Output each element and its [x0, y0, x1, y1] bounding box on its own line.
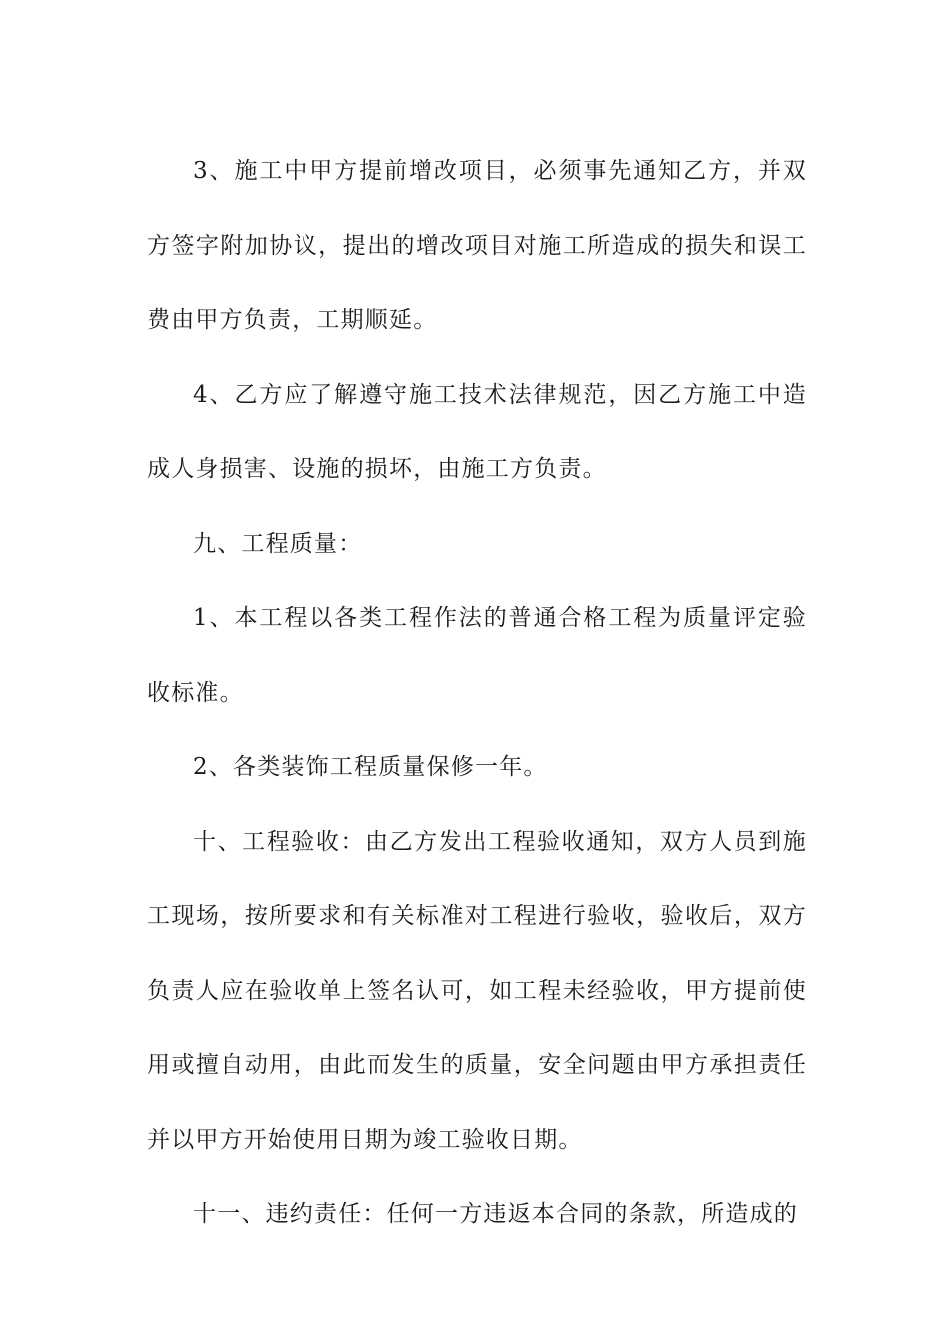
- section-heading-quality: 九、工程质量：: [193, 530, 363, 557]
- paragraph-clause-8-3: 3、施工中甲方提前增改项目，必须事先通知乙方，并双方签字附加协议，提出的增改项目对施工所造成的损失和误工费由甲方负责，工期顺延。: [147, 158, 807, 333]
- paragraph-clause-11-liability: 十一、违约责任：任何一方违返本合同的条款，所造成的: [193, 1201, 798, 1227]
- paragraph-clause-9-2: 2、各类装饰工程质量保修一年。: [193, 754, 548, 780]
- paragraph-clause-8-4: 4、乙方应了解遵守施工技术法律规范，因乙方施工中造成人身损害、设施的损坏，由施工方负责。: [147, 381, 807, 482]
- document-body: [147, 134, 807, 1252]
- paragraph-clause-9-1: 1、本工程以各类工程作法的普通合格工程为质量评定验收标准。: [147, 605, 807, 706]
- paragraph-clause-10-acceptance: 十、工程验收：由乙方发出工程验收通知，双方人员到施工现场，按所要求和有关标准对工程进行验收，验收后，双方负责人应在验收单上签名认可，如工程未经验收，甲方提前使用或擅自动用，由此而发生的质量，安全问题由甲方承担责任并以甲方开始使用日期为竣工验收日期。: [147, 828, 807, 1153]
